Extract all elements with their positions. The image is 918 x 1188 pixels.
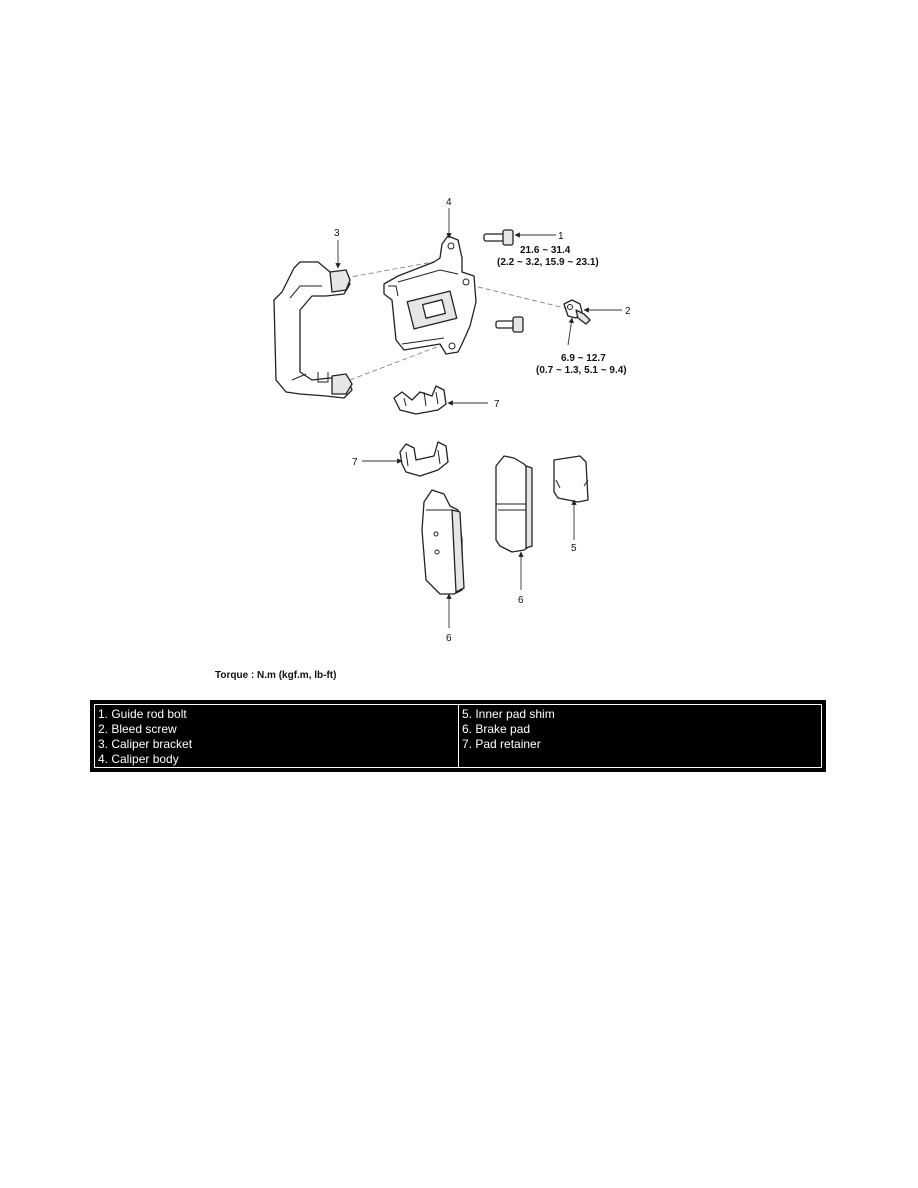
caliper-bracket [274, 262, 352, 398]
callout-7-upper: 7 [494, 399, 500, 410]
caliper-body [384, 236, 476, 354]
legend-item-inner-pad-shim: 5. Inner pad shim [462, 707, 555, 721]
callout-7-lower: 7 [352, 457, 358, 468]
legend-column-right [459, 705, 821, 767]
legend-item-bleed-screw: 2. Bleed screw [98, 722, 177, 736]
brake-pad-left [422, 490, 464, 594]
bleed-screw [564, 300, 590, 324]
legend-item-pad-retainer: 7. Pad retainer [462, 737, 541, 751]
leader-lines [338, 208, 622, 628]
callout-4: 4 [446, 197, 452, 208]
legend-item-brake-pad: 6. Brake pad [462, 722, 531, 736]
callout-2: 2 [625, 306, 631, 317]
parts-legend-table [90, 700, 826, 772]
callout-6-left: 6 [446, 633, 452, 644]
callout-6-middle: 6 [518, 595, 524, 606]
callout-1: 1 [558, 231, 564, 242]
pad-retainer-lower [400, 442, 448, 476]
legend-item-caliper-bracket: 3. Caliper bracket [98, 737, 193, 751]
legend-item-caliper-body: 4. Caliper body [98, 752, 179, 766]
torque-guide-rod-bolt-alt: (2.2 ~ 3.2, 15.9 ~ 23.1) [497, 257, 599, 268]
torque-bleed-screw-alt: (0.7 ~ 1.3, 5.1 ~ 9.4) [536, 365, 627, 376]
torque-guide-rod-bolt: 21.6 ~ 31.4 [520, 245, 571, 256]
pad-retainer-upper [394, 386, 446, 414]
torque-unit-label: Torque : N.m (kgf.m, lb-ft) [215, 670, 337, 681]
legend-column-left [95, 705, 459, 767]
legend-item-guide-rod-bolt: 1. Guide rod bolt [98, 707, 187, 721]
callout-3: 3 [334, 228, 340, 239]
brake-pad-middle [496, 456, 532, 552]
torque-bleed-screw: 6.9 ~ 12.7 [561, 353, 606, 364]
guide-rod-bolt-upper [484, 230, 513, 245]
callout-5: 5 [571, 543, 577, 554]
parts-legend-inner [94, 704, 822, 768]
guide-rod-bolt-lower [496, 317, 523, 332]
inner-pad-shim [554, 456, 588, 502]
